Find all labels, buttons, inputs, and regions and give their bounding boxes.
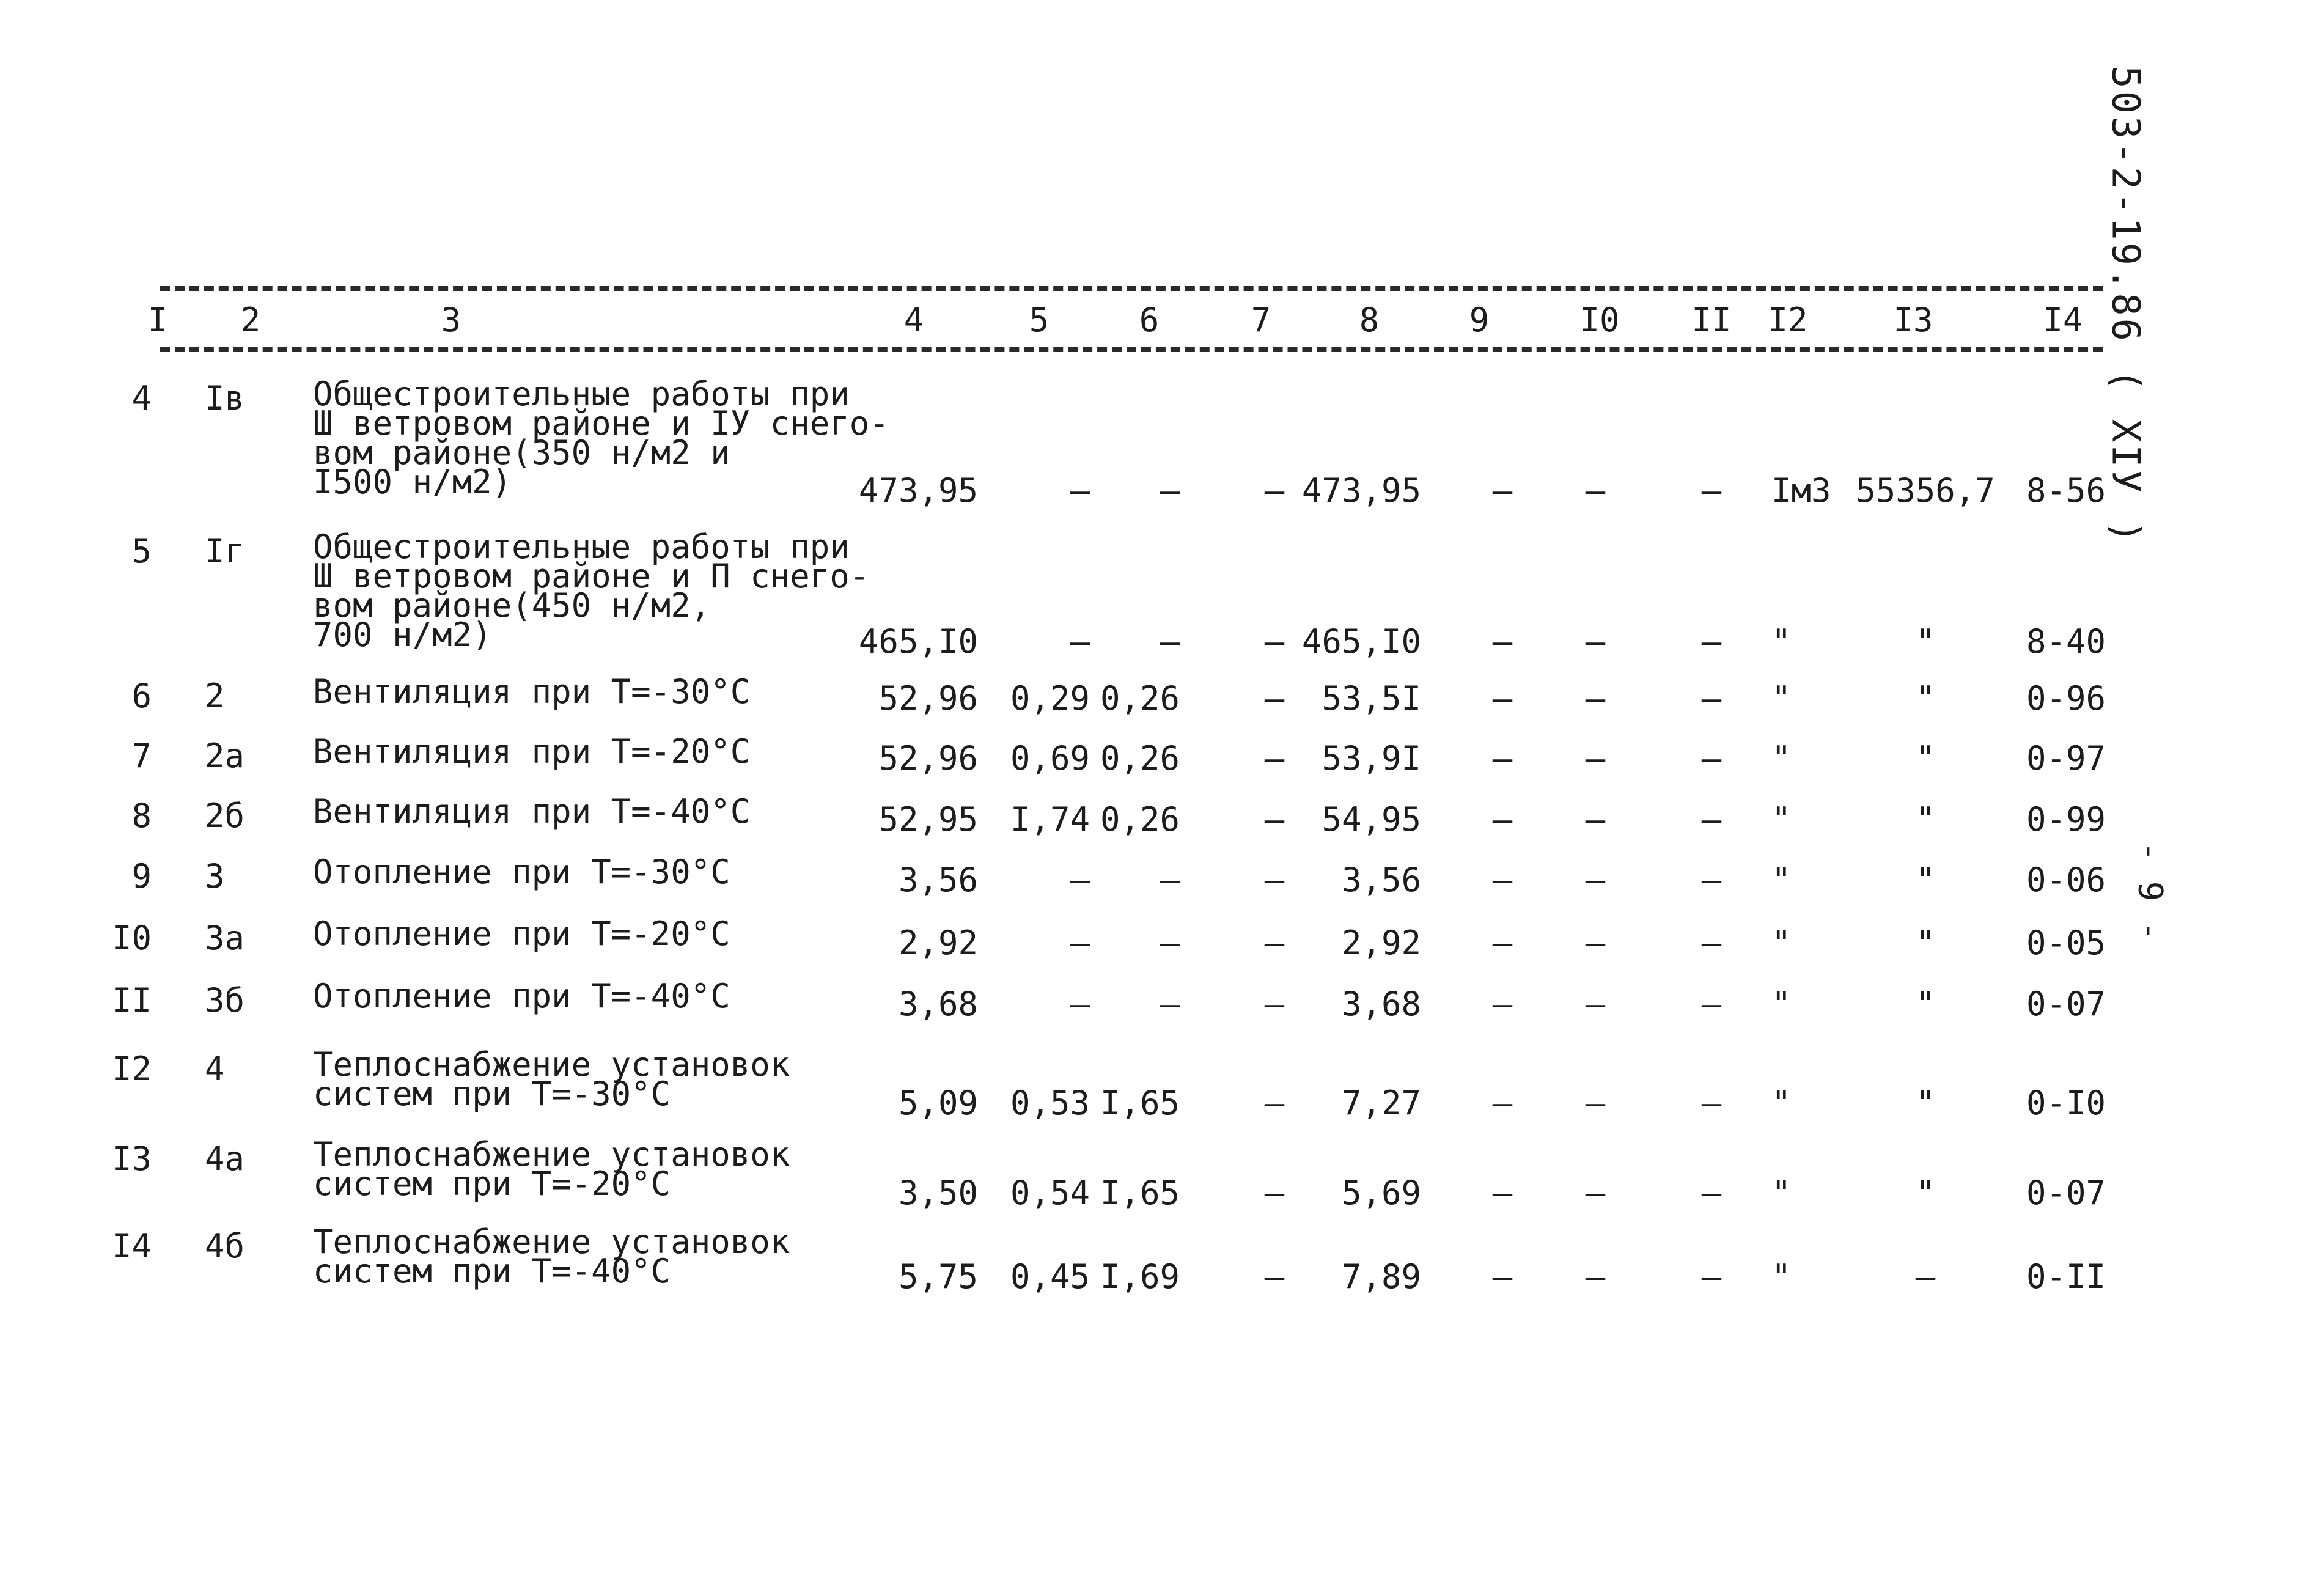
cell-c11: – (1701, 985, 1722, 1023)
cell-c11: – (1701, 800, 1722, 839)
description-line: Отопление при Т=-20°С (313, 914, 730, 953)
cell-c9: – (1492, 861, 1513, 899)
cell-c14: 0-07 (2026, 985, 2106, 1023)
cell-c4: 473,95 (858, 471, 978, 510)
cell-c8: 3,56 (1341, 861, 1421, 899)
cell-c8: 54,95 (1322, 800, 1421, 839)
cell-c4: 5,75 (898, 1257, 978, 1296)
cell-c13: " (1915, 1174, 1936, 1212)
cell-c13: " (1915, 800, 1936, 839)
description-line: Общестроительные работы при (313, 528, 850, 566)
cell-c8: 5,69 (1341, 1174, 1421, 1212)
row-description (313, 914, 730, 953)
cell-c6: I,65 (1100, 1084, 1180, 1122)
cell-c9: – (1492, 1084, 1513, 1122)
cell-c13: " (1915, 679, 1936, 718)
description-line: Теплоснабжение установок (313, 1045, 790, 1084)
column-header-6: 6 (1139, 301, 1160, 339)
cell-c8: 7,89 (1341, 1257, 1421, 1296)
cell-c7: – (1264, 739, 1285, 778)
row-description (313, 732, 751, 771)
cell-c10: – (1585, 985, 1606, 1023)
page-number: - 9 - (2131, 841, 2170, 941)
description-line: Ш ветровом районе и IУ снего- (313, 404, 889, 443)
row-number: 5 (131, 532, 152, 570)
description-line: систем при Т=-40°С (313, 1252, 671, 1290)
cell-c4: 5,09 (898, 1084, 978, 1122)
row-code: 3а (205, 919, 245, 957)
cell-c7: – (1264, 924, 1285, 962)
cell-c4: 52,96 (878, 679, 978, 718)
cell-c4: 3,56 (898, 861, 978, 899)
row-description (313, 853, 730, 891)
description-line: систем при Т=-20°С (313, 1164, 671, 1203)
cell-c8: 465,I0 (1301, 622, 1421, 661)
description-line: Теплоснабжение установок (313, 1135, 790, 1174)
cell-c7: – (1264, 985, 1285, 1023)
row-code: 4 (205, 1050, 225, 1088)
cell-c7: – (1264, 861, 1285, 899)
row-code: 3 (205, 857, 225, 895)
cell-c8: 53,5I (1322, 679, 1421, 718)
cell-c8: 3,68 (1341, 985, 1421, 1023)
cell-c11: – (1701, 924, 1722, 962)
cell-c9: – (1492, 1174, 1513, 1212)
cell-c5: 0,69 (1010, 739, 1090, 778)
row-number: I4 (111, 1227, 152, 1265)
description-line: систем при Т=-30°С (313, 1075, 671, 1113)
row-code: 4а (205, 1139, 245, 1178)
cell-c4: 2,92 (898, 924, 978, 962)
cell-c12: " (1771, 739, 1792, 778)
cell-c10: – (1585, 1174, 1606, 1212)
cell-c11: – (1701, 861, 1722, 899)
cell-c14: 0-II (2026, 1257, 2106, 1296)
column-header-3: 3 (441, 301, 461, 339)
column-header-2: 2 (240, 301, 261, 339)
cell-c9: – (1492, 985, 1513, 1023)
cell-c6: I,65 (1100, 1174, 1180, 1212)
header-top-rule (160, 286, 2103, 291)
cell-c10: – (1585, 924, 1606, 962)
row-code: Iг (205, 532, 245, 570)
column-header-8: 8 (1359, 301, 1380, 339)
cell-c6: – (1160, 861, 1180, 899)
cell-c14: 0-05 (2026, 924, 2106, 962)
cell-c6: I,69 (1100, 1257, 1180, 1296)
cell-c14: 0-07 (2026, 1174, 2106, 1212)
row-number: I0 (111, 919, 152, 957)
cell-c14: 8-56 (2026, 471, 2106, 510)
cell-c5: 0,54 (1010, 1174, 1090, 1212)
cell-c5: 0,53 (1010, 1084, 1090, 1122)
cell-c11: – (1701, 1257, 1722, 1296)
cell-c9: – (1492, 679, 1513, 718)
cell-c7: – (1264, 1174, 1285, 1212)
cell-c14: 0-97 (2026, 739, 2106, 778)
row-number: 6 (131, 677, 152, 715)
cell-c13: " (1915, 861, 1936, 899)
row-description (313, 1045, 790, 1113)
row-number: I2 (111, 1050, 152, 1088)
cell-c12: Iм3 (1771, 471, 1831, 510)
row-description (313, 977, 730, 1015)
column-header-14: I4 (2043, 301, 2083, 339)
cell-c6: – (1160, 622, 1180, 661)
cell-c12: " (1771, 622, 1792, 661)
description-line: Ш ветровом районе и П снего- (313, 557, 870, 595)
column-header-12: I2 (1768, 301, 1808, 339)
cell-c10: – (1585, 679, 1606, 718)
row-number: 7 (131, 737, 152, 775)
cell-c10: – (1585, 861, 1606, 899)
cell-c13: " (1915, 622, 1936, 661)
column-header-4: 4 (903, 301, 924, 339)
cell-c8: 473,95 (1301, 471, 1421, 510)
row-code: 2б (205, 796, 245, 835)
cell-c6: 0,26 (1100, 800, 1180, 839)
cell-c9: – (1492, 800, 1513, 839)
cell-c6: – (1160, 985, 1180, 1023)
cell-c13: " (1915, 1084, 1936, 1122)
description-line: вом районе(450 н/м2, (313, 586, 711, 625)
cell-c12: " (1771, 800, 1792, 839)
cell-c5: – (1070, 924, 1090, 962)
cell-c12: " (1771, 861, 1792, 899)
cell-c13: " (1915, 924, 1936, 962)
row-description (313, 1223, 790, 1290)
cell-c13: – (1915, 1257, 1936, 1296)
cell-c12: " (1771, 679, 1792, 718)
cell-c14: 0-96 (2026, 679, 2106, 718)
cell-c7: – (1264, 679, 1285, 718)
column-header-1: I (147, 301, 168, 339)
row-code: 4б (205, 1227, 245, 1265)
description-line: I500 н/м2) (313, 463, 512, 501)
description-line: вом районе(350 н/м2 и (313, 433, 730, 472)
cell-c6: 0,26 (1100, 739, 1180, 778)
description-line: Теплоснабжение установок (313, 1223, 790, 1261)
cell-c14: 0-06 (2026, 861, 2106, 899)
cell-c11: – (1701, 1174, 1722, 1212)
cell-c8: 7,27 (1341, 1084, 1421, 1122)
description-line: Общестроительные работы при (313, 375, 850, 413)
cell-c4: 52,95 (878, 800, 978, 839)
cell-c12: " (1771, 985, 1792, 1023)
cell-c6: – (1160, 924, 1180, 962)
cell-c4: 3,50 (898, 1174, 978, 1212)
description-line: Вентиляция при Т=-30°С (313, 672, 751, 711)
column-header-11: II (1691, 301, 1732, 339)
cell-c8: 53,9I (1322, 739, 1421, 778)
cell-c14: 8-40 (2026, 622, 2106, 661)
cell-c14: 0-I0 (2026, 1084, 2106, 1122)
description-line: Отопление при Т=-40°С (313, 977, 730, 1015)
cell-c4: 3,68 (898, 985, 978, 1023)
cell-c11: – (1701, 471, 1722, 510)
cell-c10: – (1585, 1084, 1606, 1122)
cell-c14: 0-99 (2026, 800, 2106, 839)
cell-c11: – (1701, 1084, 1722, 1122)
cell-c11: – (1701, 679, 1722, 718)
cell-c10: – (1585, 739, 1606, 778)
cell-c5: – (1070, 985, 1090, 1023)
row-code: Iв (205, 379, 245, 417)
cell-c13: " (1915, 985, 1936, 1023)
row-code: 3б (205, 981, 245, 1020)
cell-c12: " (1771, 1174, 1792, 1212)
cell-c5: I,74 (1010, 800, 1090, 839)
column-header-7: 7 (1251, 301, 1271, 339)
cell-c7: – (1264, 471, 1285, 510)
row-number: 9 (131, 857, 152, 895)
column-header-9: 9 (1469, 301, 1490, 339)
column-header-5: 5 (1029, 301, 1050, 339)
cell-c13: " (1915, 739, 1936, 778)
document-code: 503-2-19.86 ( XIУ ) (2103, 65, 2149, 546)
cell-c10: – (1585, 1257, 1606, 1296)
cell-c4: 465,I0 (858, 622, 978, 661)
header-bottom-rule (160, 347, 2103, 352)
column-header-13: I3 (1893, 301, 1933, 339)
row-description (313, 672, 751, 711)
row-number: 4 (131, 379, 152, 417)
cell-c7: – (1264, 622, 1285, 661)
cell-c12: " (1771, 1257, 1792, 1296)
cell-c10: – (1585, 800, 1606, 839)
column-header-10: I0 (1579, 301, 1620, 339)
row-description (313, 375, 889, 501)
row-number: 8 (131, 796, 152, 835)
cell-c9: – (1492, 1257, 1513, 1296)
cell-c12: " (1771, 924, 1792, 962)
cell-c13: 55356,7 (1856, 471, 1995, 510)
cell-c5: – (1070, 861, 1090, 899)
cell-c5: – (1070, 471, 1090, 510)
cell-c5: – (1070, 622, 1090, 661)
cell-c5: 0,45 (1010, 1257, 1090, 1296)
row-description (313, 528, 870, 654)
cell-c6: 0,26 (1100, 679, 1180, 718)
cell-c11: – (1701, 622, 1722, 661)
row-code: 2 (205, 677, 225, 715)
cell-c7: – (1264, 1084, 1285, 1122)
row-code: 2а (205, 737, 245, 775)
cell-c9: – (1492, 924, 1513, 962)
cell-c6: – (1160, 471, 1180, 510)
description-line: Вентиляция при Т=-20°С (313, 732, 751, 771)
cell-c7: – (1264, 800, 1285, 839)
row-description (313, 792, 751, 831)
cell-c7: – (1264, 1257, 1285, 1296)
cell-c10: – (1585, 471, 1606, 510)
cell-c11: – (1701, 739, 1722, 778)
cell-c10: – (1585, 622, 1606, 661)
cell-c12: " (1771, 1084, 1792, 1122)
description-line: 700 н/м2) (313, 616, 492, 654)
row-number: I3 (111, 1139, 152, 1178)
description-line: Отопление при Т=-30°С (313, 853, 730, 891)
cell-c4: 52,96 (878, 739, 978, 778)
row-number: II (111, 981, 152, 1020)
cell-c9: – (1492, 471, 1513, 510)
cell-c5: 0,29 (1010, 679, 1090, 718)
cell-c8: 2,92 (1341, 924, 1421, 962)
cell-c9: – (1492, 739, 1513, 778)
description-line: Вентиляция при Т=-40°С (313, 792, 751, 831)
cell-c9: – (1492, 622, 1513, 661)
row-description (313, 1135, 790, 1203)
